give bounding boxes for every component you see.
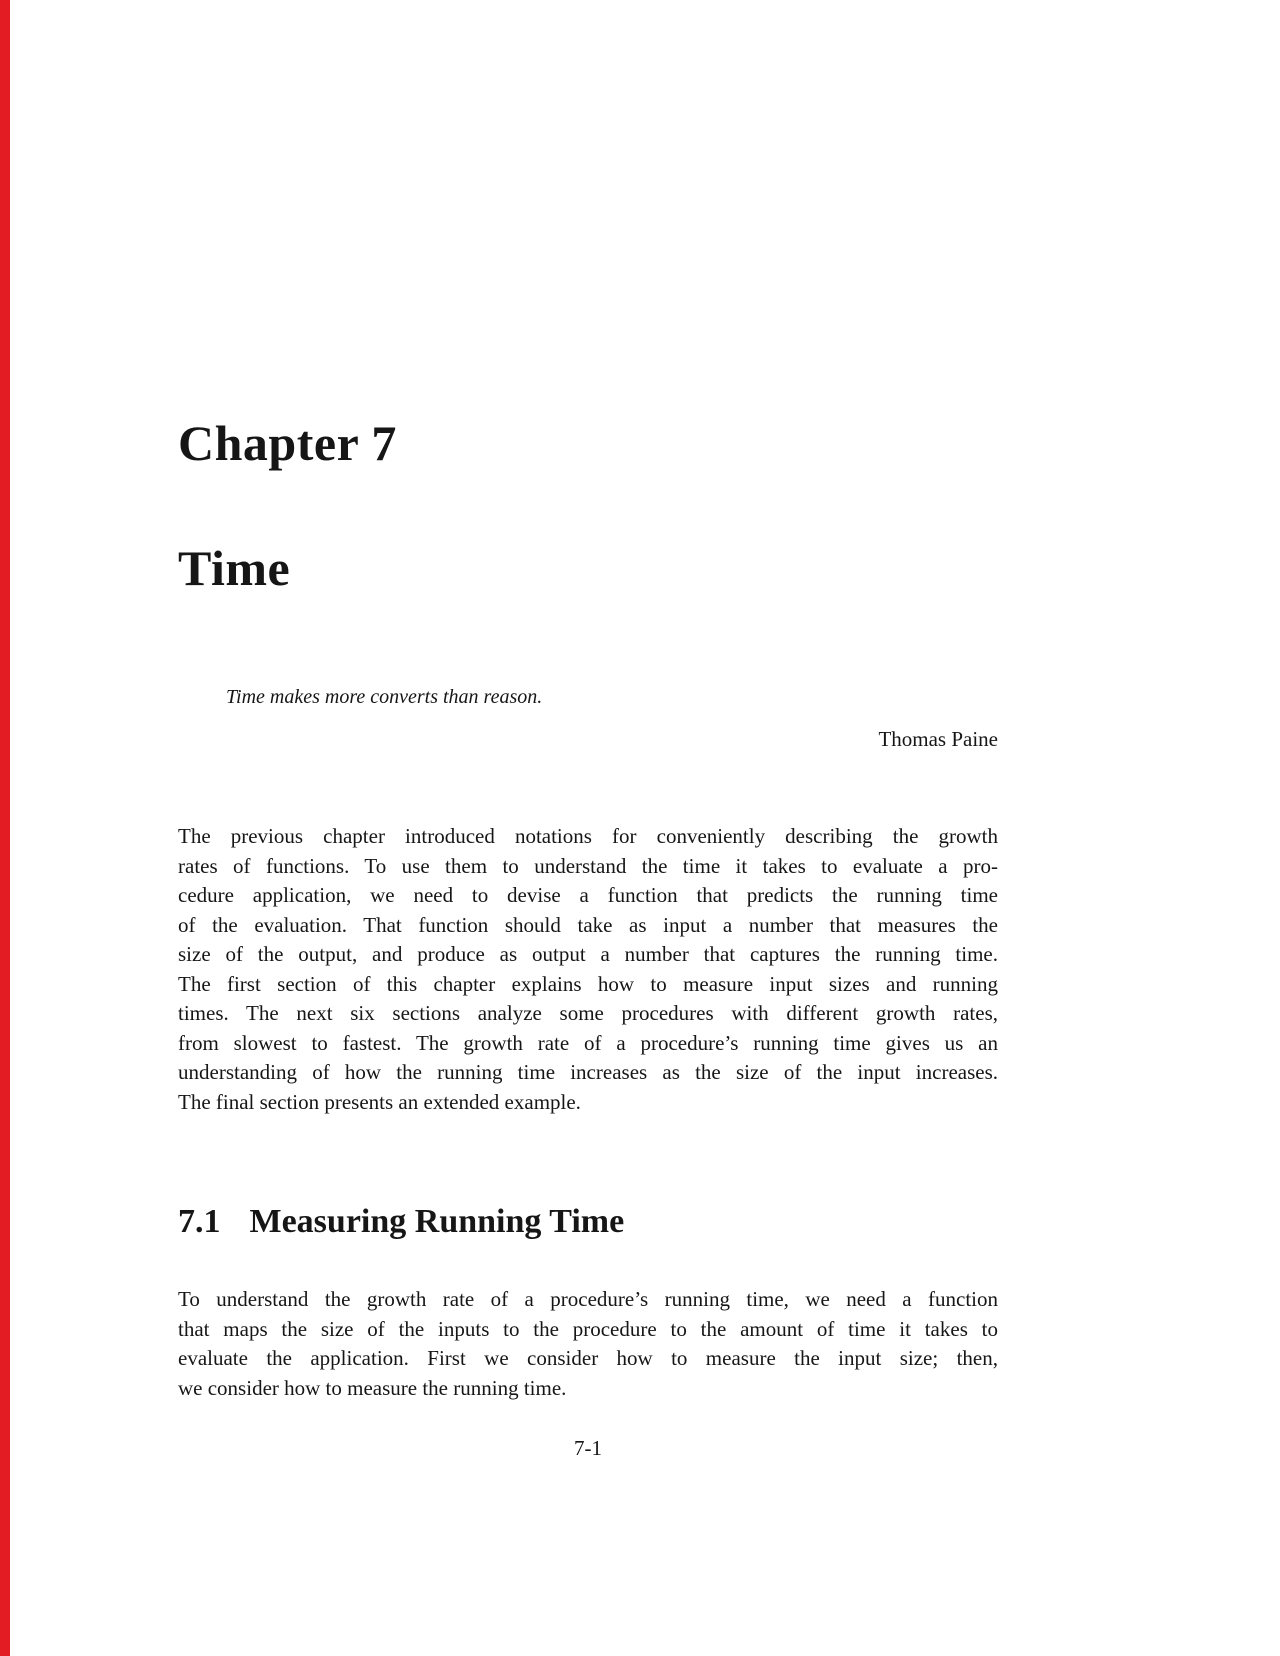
section-number: 7.1 — [178, 1203, 221, 1240]
paragraph-line: size of the output, and produce as output a number that captures the running time. — [178, 942, 998, 966]
chapter-number-heading: Chapter 7 — [178, 415, 397, 471]
paragraph-line: The previous chapter introduced notations for conveniently describing the growth — [178, 824, 998, 848]
chapter-title-heading: Time — [178, 540, 291, 596]
paragraph-line: times. The next six sections analyze some procedures with different growth rates, — [178, 1001, 998, 1025]
left-edge-red-stripe — [0, 0, 10, 1656]
paragraph-line: understanding of how the running time increases as the size of the input increases. — [178, 1060, 998, 1084]
paragraph-line: we consider how to measure the running time. — [178, 1375, 567, 1400]
paragraph-line: The final section presents an extended example. — [178, 1089, 581, 1114]
section-heading — [178, 1205, 998, 1239]
paragraph-line: To understand the growth rate of a procedure’s running time, we need a function — [178, 1287, 998, 1311]
section-paragraph — [178, 1285, 998, 1403]
page-number: 7-1 — [574, 1436, 602, 1460]
paragraph-line: rates of functions. To use them to understand the time it takes to evaluate a pro- — [178, 853, 998, 878]
paragraph-line: of the evaluation. That function should take as input a number that measures the — [178, 912, 998, 937]
paragraph-line: cedure application, we need to devise a function that predicts the running time — [178, 883, 998, 907]
paragraph-line: from slowest to fastest. The growth rate of a procedure’s running time gives us an — [178, 1030, 998, 1055]
paragraph-line: The first section of this chapter explains how to measure input sizes and running — [178, 971, 998, 996]
epigraph-attribution: Thomas Paine — [878, 727, 998, 751]
epigraph-quote: Time makes more converts than reason. — [226, 686, 543, 708]
section-title: Measuring Running Time — [249, 1203, 625, 1240]
intro-paragraph — [178, 822, 998, 1117]
paragraph-line: that maps the size of the inputs to the procedure to the amount of time it takes to — [178, 1316, 998, 1341]
paragraph-line: evaluate the application. First we consider how to measure the input size; then, — [178, 1346, 998, 1370]
